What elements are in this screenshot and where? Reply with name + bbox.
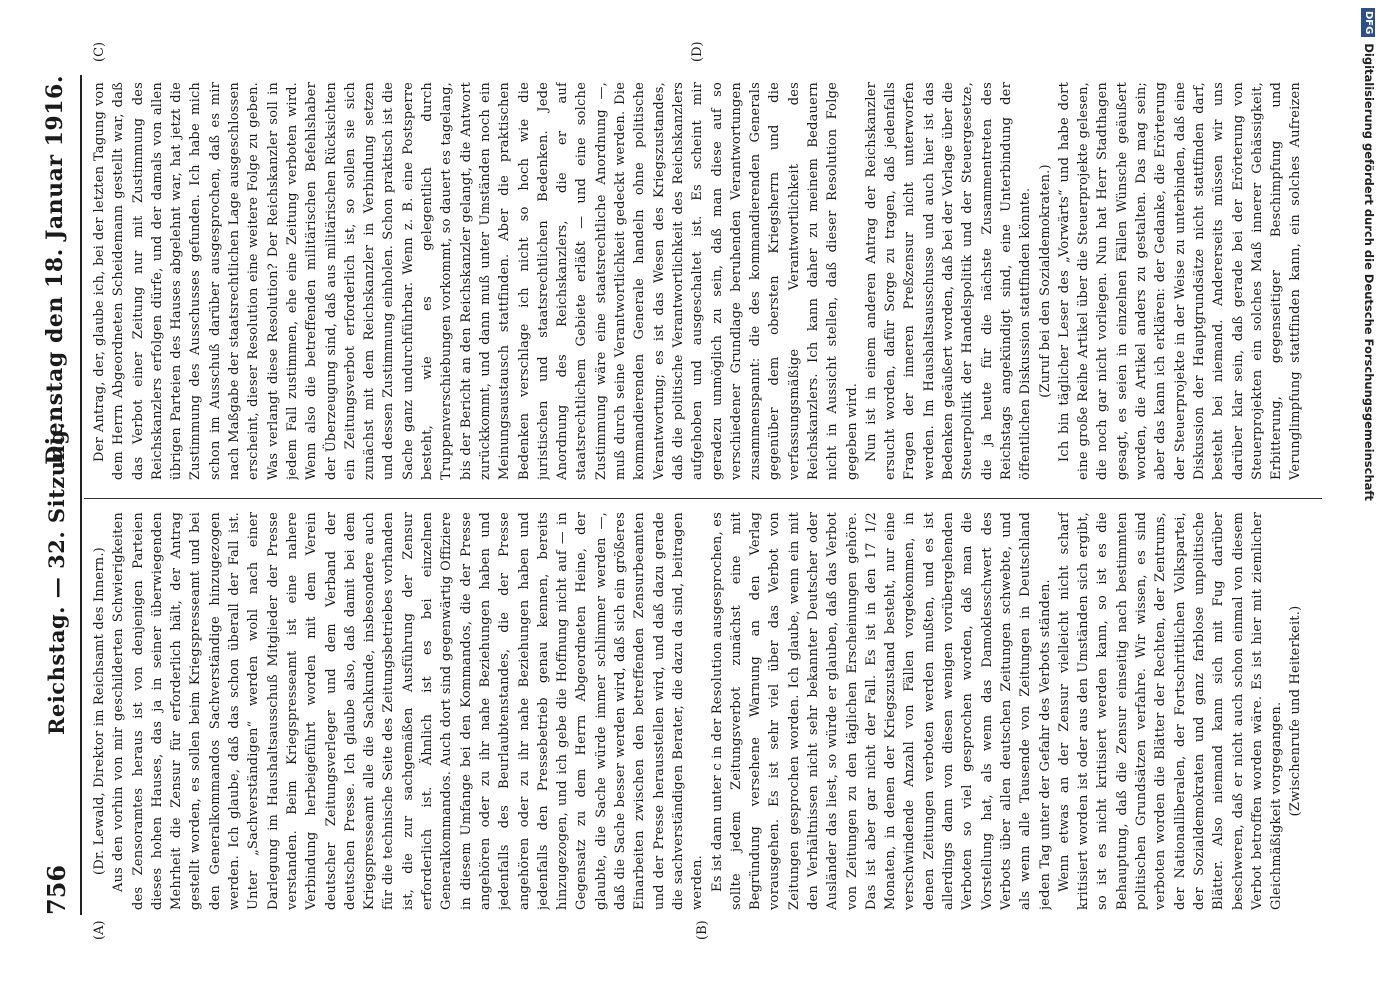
paragraph: Wenn etwas an der Zensur vielleicht nicht scharf kritisiert worden ist oder aus den Umständen sich ergibt, so ist es nicht kritisiert werden kann, so ist es die Behauptung, daß die Zensur einseitig nach bestimmten politischen Grundsätzen verfahre. Wir wissen, es sind verboten worden die Blätter der Rechten, der Zentrums, der Nationalliberalen, der Fortschrittlichen Volkspartei, der Sozialdemokraten und ganz farblose unpolitische Blätter. Also niemand kann sich mit Fug darüber beschweren, daß er nicht auch schon einmal von diesem Verbot betroffen worden wäre. Es ist hier mit ziemlicher Gleichmäßigkeit vorgegangen. — [1056, 512, 1285, 910]
page-header — [40, 75, 76, 915]
credit-text: Digitalisierung gefördert durch die Deutsche Forschungsgemeinschaft — [1362, 43, 1376, 501]
paragraph: Aus den vorhin von mir geschilderten Schwierigkeiten des Zensoramtes heraus ist von denjenigen Parteien dieses hohen Hauses, das ja in seiner überwiegenden Mehrheit die Zensur für erforderlich hält, der Antrag gestellt worden, es sollen beim Kriegspresseamt und bei den Generalkommandos Sachverständige hinzugezogen werden. Ich glaube, daß das schon überall der Fall ist. Unter „Sachverständigen“ werden wohl nach einer Darlegung im Haushaltsausschuß Mitglieder der Presse verstanden. Beim Kriegspresseamt ist eine nahere Verbindung herbeigeführt worden mit dem Verein deutscher Zeitungsverleger und dem Verband der deutschen Presse. Ich glaube also, daß damit bei dem Kriegspresseamt alle die Sachkunde, insbesondere auch für die technische Seite des Zeitungsbetriebes vorhanden ist, die zur sachgemäßen Ausführung der Zensur erforderlich ist. Ähnlich ist es bei einzelnen Generalkommandos. Auch dort sind gegenwärtig Offiziere in diesem Umfange bei den Kommandos, die der Presse angehören oder zu ihr nahe Beziehungen haben und jedenfalls des Beurlaubtenstandes, die der Presse angehören oder zu ihr nahe Beziehungen haben und jedenfalls den Pressebetrieb genau kennen, bereits hinzugezogen, und ich gebe die Hoffnung nicht auf — in Gegensatz zu dem Herrn Abgeordneten Heine, der glaubte, die Sache würde immer schlimmer werden —, daß die Sache besser werden wird, daß sich ein größeres Einarbeiten zwischen den betreffenden Zensurbeamten und der Presse herausstellen wird, und daß dazu gerade die sachverständigen Berater, die dazu da sind, beitragen werden. — [111, 512, 706, 910]
margin-marker-b: (B) — [695, 920, 710, 940]
session-date: Dienstag den 18. Januar 1916. — [42, 75, 68, 465]
header-rule — [80, 75, 82, 915]
paragraph: Der Antrag, der, glaube ich, bei der letzten Tagung von dem Herrn Abgeordneten Scheidemann gestellt war, daß das Verbot einer Zeitung nur mit Zustimmung des Reichskanzlers erfolgen dürfe, und der damals von allen übrigen Parteien des Hauses abgelehnt war, hat jetzt die Zustimmung des Ausschusses gefunden. Ich habe mich schon im Ausschuß darüber ausgesprochen, daß es mir nach Maßgabe der staatsrechtlichen Lage ausgeschlossen erscheint, dieser Resolution eine weitere Folge zu geben. Was verlangt diese Resolution? Der Reichskanzler soll in jedem Fall zustimmen, ehe eine Zeitung verboten wird. Wenn also die betreffenden militärischen Befehlshaber der Überzeugung sind, daß aus militärischen Rücksichten ein Zeitungsverbot erforderlich ist, so sollen sie sich zunächst mit dem Reichskanzler in Verbindung setzen und dessen Zustimmung einholen. Schon praktisch ist die Sache ganz undurchführbar. Wenn z. B. eine Postsperre besteht, wie es gelegentlich durch Truppenverschiebungen vorkommt, so dauert es tagelang, bis der Bericht an den Reichskanzler gelangt, die Antwort zurückkommt, und dann muß unter Umständen noch ein Meinungsaustausch stattfinden. Aber die praktischen Bedenken verschlage ich nicht so hoch wie die juristischen und staatsrechtlichen Bedenken. Jede Anordnung des Reichskanzlers, die er auf staatsrechtlichem Gebiete erläßt — und eine solche Zustimmung wäre eine staatsrechtliche Anordnung —, muß durch seine Verantwortlichkeit gedeckt werden. Die kommandierenden Generale handeln ohne politische Verantwortung; es ist das Wesen des Kriegszustandes, daß die politische Verantwortlichkeit des Reichskanzlers aufgehoben und ausgeschaltet ist. Es scheint mir geradezu unmöglich zu sein, daß man diese auf so verschiedener Grundlage beruhenden Verantwortungen zusammenspannt: die des kommandierenden Generals gegenüber dem obersten Kriegsherrn und die verfassungsmäßige Verantwortlichkeit des Reichskanzlers. Ich kann daher zu meinem Bedauern nicht in Aussicht stellen, daß dieser Resolution Folge gegeben wird. — [92, 82, 860, 480]
paragraph: Nun ist in einem anderen Antrag der Reichskanzler ersucht worden, dafür Sorge zu tragen, daß jedenfalls Fragen der inneren Preßzensur nicht unterworfen werden. Im Haushaltsausschusse und auch hier ist das Bedenken geäußert worden, daß bei der Vorlage über die Steuerpolitik der Handelspolitik und der Steuergesetze, die ja heute für die nächste Zusammentreten des Reichstags angekündigt sind, eine Unterbindung der öffentlichen Diskussion stattfinden könnte. — [863, 82, 1034, 480]
interjection: (Zwischenrufe und Heiterkeit.) — [1288, 605, 1304, 817]
margin-marker-d: (D) — [690, 41, 705, 62]
speaker-line: (Dr. Lewald, Direktor im Reichsamt des Innern.) — [92, 547, 107, 875]
left-column — [90, 512, 1305, 910]
dfg-logo: DFG — [1362, 8, 1376, 37]
margin-marker-c: (C) — [92, 41, 107, 62]
right-column — [90, 82, 1305, 480]
margin-marker-a: (A) — [92, 920, 107, 940]
interjection: (Zuruf bei den Sozialdemokraten.) — [1037, 164, 1053, 398]
column-divider — [84, 498, 1322, 499]
paragraph: Es ist dann unter c in der Resolution ausgesprochen, es sollte jedem Zeitungsverbot zunächst eine mit Begründung versehene Warnung an den Verlag vorausgehen. Es ist sehr viel über das Verbot von Zeitungen gesprochen worden. Ich glaube, wenn ein mit den Verhältnissen nicht sehr bekannter Deutscher oder Ausländer das liest, so würde er glauben, daß das Verbot von Zeitungen zu den täglichen Erscheinungen gehöre. Das ist aber gar nicht der Fall. Es ist in den 17 1/2 Monaten, in denen der Kriegszustand besteht, nur eine verschwindende Anzahl von Fällen vorgekommen, in denen Zeitungen verboten werden mußten, und es ist allerdings dann von diesen wenigen vorübergehenden Verboten so viel gesprochen worden, daß man die Vorstellung hat, als wenn das Damoklesschwert des Verbots über allen deutschen Zeitungen schwebte, und als wenn alle Tausende von Zeitungen in Deutschland jeden Tag unter der Gefahr des Verbots ständen. — [709, 512, 1053, 910]
page-number: 756 — [42, 864, 71, 915]
paragraph: Ich bin täglicher Leser des „Vorwärts“ und habe dort eine große Reihe Artikel über die Steuerprojekte gelesen, die noch gar nicht vorliegen. Nun hat Herr Stadthagen gesagt, es seien in einzelnen Fällen Wünsche geäußert worden, die Artikel anders zu gestalten. Das mag sein; aber das kann ich erklären: der Gedanke, die Erörterung der Steuerprojekte in der Weise zu unterbinden, daß eine Diskussion der Hauptgrundsätze nicht stattfinden darf, besteht bei niemand. Andererseits müssen wir uns darüber klar sein, daß gerade bei der Erörterung von Steuerprojekten ein solches Maß innerer Gehässigkeit, Erbitterung, gegenseitiger Beschimpfung und Verunglimpfung stattfinden kann, ein solches Aufreizen — [1056, 82, 1304, 480]
digitization-credit — [1358, 8, 1380, 992]
running-title: Reichstag. — 32. Sitzung. — [44, 421, 69, 735]
